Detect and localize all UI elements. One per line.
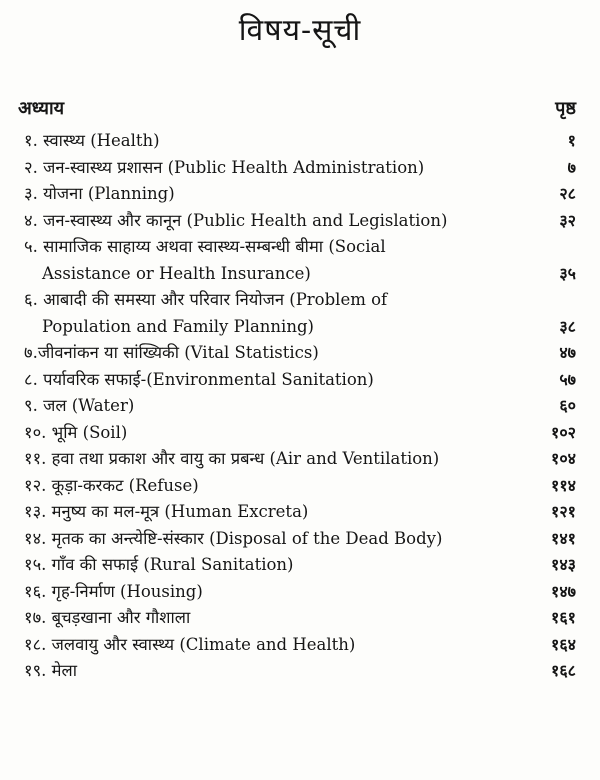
entry-title: १९. मेला (24, 661, 77, 680)
entry-title: १. स्वास्थ्य (Health) (24, 131, 160, 150)
toc-entry (24, 473, 576, 500)
toc-header (18, 96, 576, 126)
toc-entry (24, 579, 576, 606)
entry-page-number: २८ (559, 184, 576, 203)
page-column-header: पृष्ठ (555, 98, 576, 119)
toc-entry (24, 128, 576, 155)
entry-title: २. जन-स्वास्थ्य प्रशासन (Public Health Administration) (24, 157, 425, 177)
entry-title: १८. जलवायु और स्वास्थ्य (Climate and Health) (24, 634, 356, 654)
toc-entry (24, 181, 576, 208)
entry-title: ३. योजना (Planning) (24, 184, 175, 203)
entry-title: ११. हवा तथा प्रकाश और वायु का प्रबन्ध (Air and Ventilation) (24, 449, 440, 468)
entry-page-number: १ (567, 131, 576, 150)
toc-entry (24, 393, 576, 420)
entry-page-number: ३८ (559, 316, 576, 336)
entry-title: १६. गृह-निर्माण (Housing) (24, 581, 203, 601)
entry-title: ८. पर्यावरिक सफाई-(Environmental Sanitation) (24, 369, 374, 389)
entry-title: १५. गाँव की सफाई (Rural Sanitation) (24, 555, 294, 574)
table-of-contents (24, 128, 576, 685)
toc-entry (24, 234, 576, 287)
entry-page-number: ११४ (551, 475, 576, 495)
entry-title: १४. मृतक का अन्त्येष्टि-संस्कार (Disposal of the Dead Body) (24, 528, 443, 548)
toc-entry (24, 526, 576, 553)
entry-page-number: १४३ (551, 555, 576, 574)
entry-page-number: ३२ (559, 210, 576, 230)
entry-page-number: १०४ (551, 449, 576, 468)
entry-page-number: १०२ (551, 422, 576, 442)
entry-title: ६. आबादी की समस्या और परिवार नियोजन (Problem of (24, 290, 388, 309)
entry-page-number: १२१ (551, 502, 576, 521)
entry-title: १३. मनुष्य का मल-मूत्र (Human Excreta) (24, 502, 309, 521)
entry-page-number: ७ (567, 157, 576, 177)
toc-entry (24, 420, 576, 447)
toc-entry (24, 605, 576, 632)
entry-page-number: १४७ (551, 581, 576, 601)
toc-entry (24, 208, 576, 235)
toc-entry (24, 367, 576, 394)
entry-page-number: १६१ (551, 608, 576, 627)
entry-page-number: ३५ (559, 263, 576, 283)
entry-page-number: ६० (559, 396, 576, 415)
toc-entry (24, 340, 576, 367)
entry-page-number: १६४ (551, 634, 576, 654)
toc-entry (24, 552, 576, 579)
toc-entry (24, 499, 576, 526)
entry-title: ५. सामाजिक साहाय्य अथवा स्वास्थ्य-सम्बन्धी बीमा (Social (24, 237, 386, 256)
toc-entry (24, 658, 576, 685)
toc-entry (24, 632, 576, 659)
entry-title: ४. जन-स्वास्थ्य और कानून (Public Health and Legislation) (24, 210, 448, 230)
entry-title: ९. जल (Water) (24, 396, 135, 415)
entry-page-number: ५७ (559, 369, 576, 389)
entry-title-continuation: Population and Family Planning) (42, 316, 314, 336)
entry-title-continuation: Assistance or Health Insurance) (42, 263, 311, 283)
entry-title: १०. भूमि (Soil) (24, 422, 128, 442)
toc-entry (24, 155, 576, 182)
entry-page-number: ४७ (559, 343, 576, 362)
toc-entry (24, 287, 576, 340)
entry-page-number: १४१ (551, 528, 576, 548)
chapter-column-header: अध्याय (18, 98, 65, 119)
entry-title: १२. कूड़ा-करकट (Refuse) (24, 475, 199, 495)
page-title: विषय-सूची (238, 13, 362, 48)
entry-title: १७. बूचड़खाना और गौशाला (24, 608, 191, 627)
entry-page-number: १६८ (551, 661, 576, 680)
toc-entry (24, 446, 576, 473)
entry-title: ७.जीवनांकन या सांख्यिकी (Vital Statistics) (24, 343, 319, 362)
